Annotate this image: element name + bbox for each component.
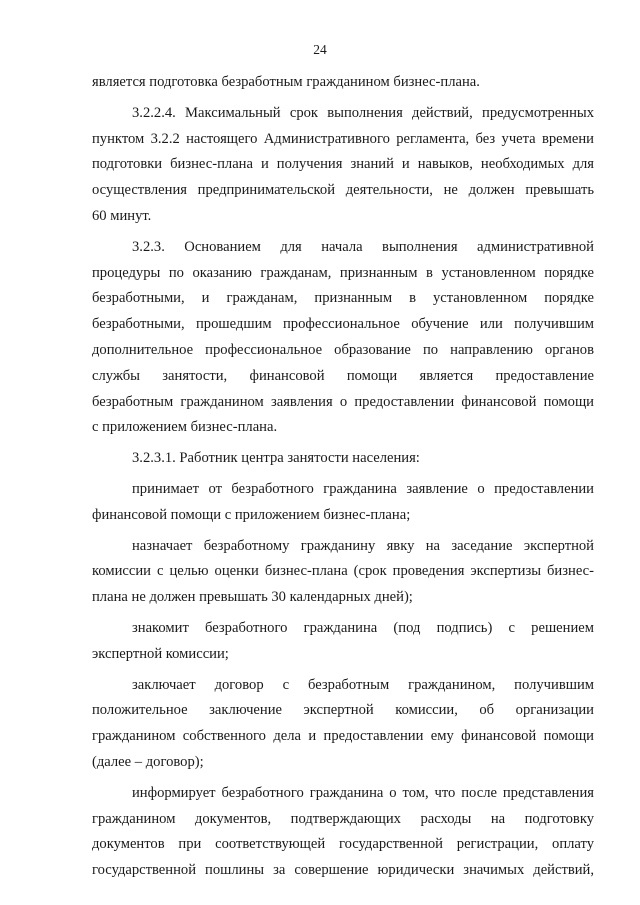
text-line: 3.2.3.1. Работник центра занятости населения: <box>132 450 420 467</box>
page-number: 24 <box>313 42 327 57</box>
text-line: безработными, и гражданам, признанным в установленном порядке <box>92 290 594 307</box>
text-line: с приложением бизнес-плана. <box>92 419 278 436</box>
text-line: информирует безработного гражданина о том, что после представления <box>132 784 594 801</box>
text-line: дополнительное профессиональное образование по направлению органов <box>92 341 594 358</box>
text-line: пунктом 3.2.2 настоящего Административного регламента, без учета времени <box>92 130 594 147</box>
document-body <box>92 70 594 884</box>
text-line: заключает договор с безработным гражданином, получившим <box>132 676 594 693</box>
text-line: документов при соответствующей государственной регистрации, оплату <box>92 836 594 853</box>
text-line: (далее – договор); <box>92 753 204 770</box>
text-line: 60 минут. <box>92 207 152 224</box>
text-line: государственной пошлины за совершение юридически значимых действий, <box>92 862 594 879</box>
text-line: 3.2.2.4. Максимальный срок выполнения действий, предусмотренных <box>132 104 594 121</box>
text-line: принимает от безработного гражданина заявление о предоставлении <box>132 480 594 497</box>
text-line: 3.2.3. Основанием для начала выполнения административной <box>132 238 594 255</box>
text-line: гражданином документов, подтверждающих расходы на подготовку <box>92 810 594 827</box>
text-line: комиссии с целью оценки бизнес-плана (срок проведения экспертизы бизнес- <box>92 563 594 580</box>
text-line: финансовой помощи с приложением бизнес-плана; <box>92 506 411 523</box>
text-line: положительное заключение экспертной комиссии, об организации <box>92 702 594 719</box>
text-line: осуществления предпринимательской деятельности, не должен превышать <box>92 182 594 199</box>
text-line: безработными, прошедшим профессиональное обучение или получившим <box>92 316 594 333</box>
text-line: знакомит безработного гражданина (под подпись) с решением <box>132 619 594 636</box>
text-line: плана не должен превышать 30 календарных дней); <box>92 589 413 606</box>
text-line: назначает безработному гражданину явку на заседание экспертной <box>132 537 594 554</box>
text-line: процедуры по оказанию гражданам, признанным в установленном порядке <box>92 264 594 281</box>
text-line: гражданином собственного дела и предоставлении ему финансовой помощи <box>92 728 594 745</box>
text-line: безработным гражданином заявления о предоставлении финансовой помощи <box>92 393 594 410</box>
text-line: службы занятости, финансовой помощи является предоставление <box>92 367 594 384</box>
text-line: экспертной комиссии; <box>92 645 229 662</box>
text-line: подготовки бизнес-плана и получения знаний и навыков, необходимых для <box>92 156 594 173</box>
text-line: является подготовка безработным гражданином бизнес-плана. <box>92 74 480 90</box>
